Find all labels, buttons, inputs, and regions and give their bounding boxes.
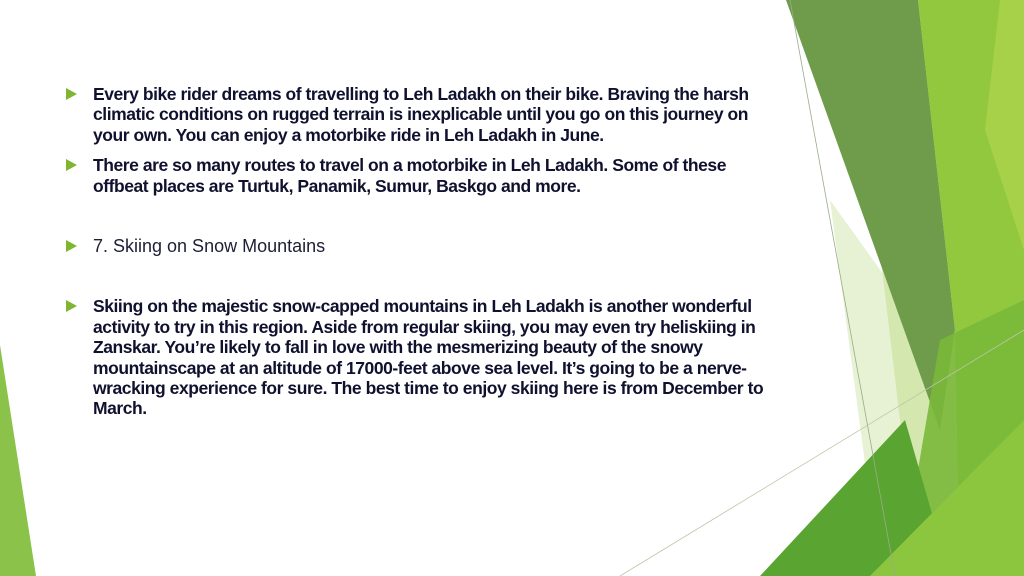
bullet-item (66, 296, 776, 418)
triangle-bullet-icon (66, 88, 77, 100)
section-heading-text: 7. Skiing on Snow Mountains (93, 236, 326, 257)
bullet-text: Skiing on the majestic snow-capped mountains in Leh Ladakh is another wonderful activity to try in this region. Aside from regular skiing, you may even try heliskiing in Zanskar. You’re likely to fall in love with the mesmerizing beauty of the snowy mountainscape at an altitude of 17000-feet above sea level. It’s going to be a nerve-wracking experience for sure. The best time to enjoy skiing here is from December to March. (93, 296, 764, 419)
bullet-item (66, 155, 776, 196)
facet-left-edge (0, 345, 36, 576)
triangle-bullet-icon (66, 300, 77, 312)
triangle-bullet-icon (66, 159, 77, 171)
bullet-item (66, 84, 776, 145)
bullet-list (66, 84, 776, 419)
bullet-text: There are so many routes to travel on a motorbike in Leh Ladakh. Some of these offbeat places are Turtuk, Panamik, Sumur, Baskgo and more. (93, 155, 726, 196)
triangle-bullet-icon (66, 240, 77, 252)
section-heading (66, 236, 776, 256)
bullet-text: Every bike rider dreams of travelling to Leh Ladakh on their bike. Braving the harsh climatic conditions on rugged terrain is inexplicable until you go on this journey on your own. You can enjoy a motorbike ride in Leh Ladakh in June. (93, 84, 749, 145)
